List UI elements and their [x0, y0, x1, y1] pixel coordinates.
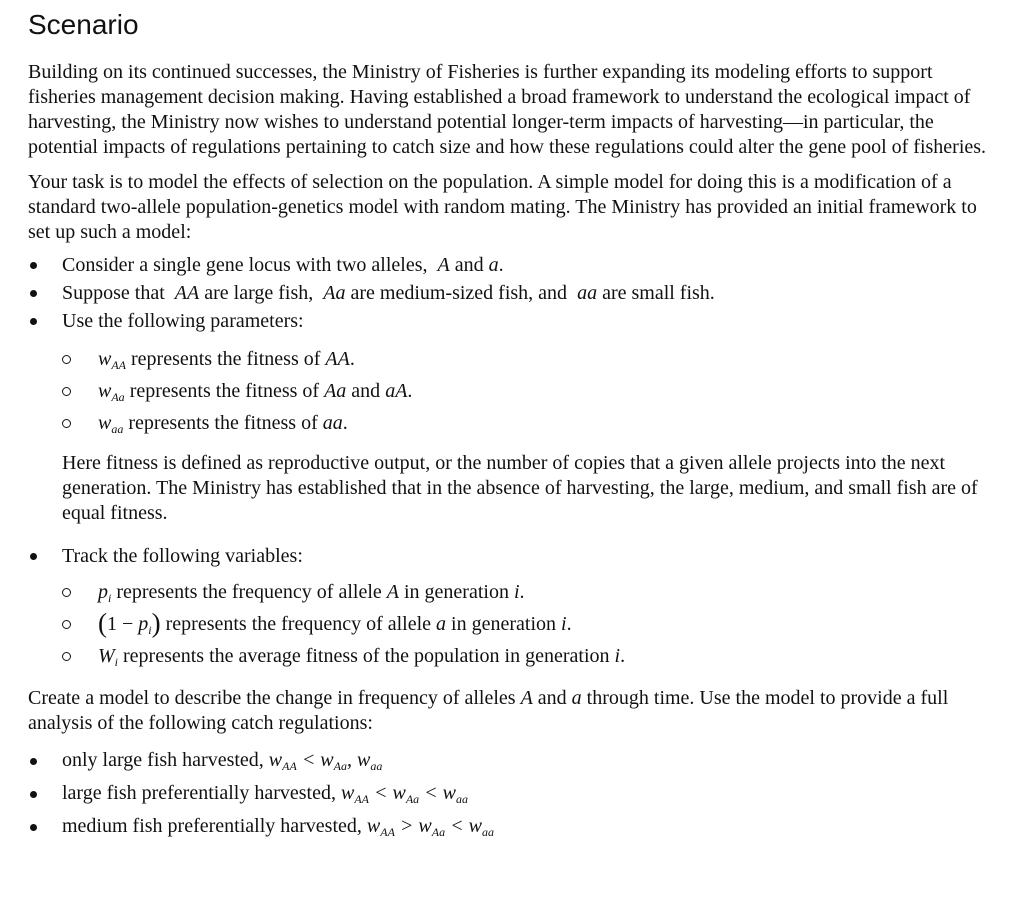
- var-q: $(1 - p_i)$ represents the frequency of allele a in generation i.: [62, 608, 1003, 640]
- framework-item-parameters: [28, 307, 1003, 526]
- document-page: [28, 0, 1003, 843]
- framework-item-alleles: Consider a single gene locus with two alleles, A and a.: [28, 251, 1003, 279]
- bullet-icon: [30, 553, 37, 560]
- alleles-text: Consider a single gene locus with two alleles,: [62, 254, 428, 276]
- intro-paragraph: Building on its continued successes, the Ministry of Fisheries is further expanding its modeling efforts to support fisheries management decision making. Having established a broad framework to understand the ecological impact of harvesting, the Ministry now wishes to understand potential longer-term impacts of harvesting—in particular, the potential impacts of regulations pertaining to catch size and how these regulations could alter the gene pool of fisheries.: [28, 61, 987, 158]
- sizes-text: Suppose that: [62, 282, 165, 304]
- var-W: $W_i$ represents the average fitness of the population in generation i.: [62, 640, 1003, 672]
- regulation-item: only large fish harvested, $w_{AA} < w_{Aa}$, $w_{aa}$: [28, 744, 1003, 777]
- model-paragraph: Create a model to describe the change in frequency of alleles A and a through time. Use the model to provide a full analysis of the following catch regulations:: [28, 687, 949, 734]
- bullet-icon: [30, 262, 37, 269]
- sub-bullet-icon: [62, 620, 71, 629]
- fitness-note: Here fitness is defined as reproductive output, or the number of copies that a given allele projects into the next generation. The Ministry has established that in the absence of harvesting, the large, medium, and small fish are of equal fitness.: [62, 452, 978, 524]
- bullet-icon: [30, 290, 37, 297]
- param-fitness-AA: $w_{AA}$ represents the fitness of AA.: [62, 343, 1003, 375]
- bullet-icon: [30, 318, 37, 325]
- parameters-text: Use the following parameters:: [62, 310, 304, 332]
- param-fitness-Aa: $w_{Aa}$ represents the fitness of Aa and aA.: [62, 375, 1003, 407]
- sub-bullet-icon: [62, 419, 71, 428]
- param-fitness-aa: $w_{aa}$ represents the fitness of aa.: [62, 407, 1003, 439]
- task-paragraph: Your task is to model the effects of selection on the population. A simple model for doing this is a modification of a standard two-allele population-genetics model with random mating. The Ministry has provided an initial framework to set up such a model:: [28, 171, 977, 243]
- regulation-item: medium fish preferentially harvested, $w_{AA} > w_{Aa} < w_{aa}$: [28, 810, 1003, 843]
- parameter-list: [62, 343, 1003, 439]
- bullet-icon: [30, 758, 37, 765]
- framework-item-sizes: Suppose that AA are large fish, Aa are medium-sized fish, and aa are small fish.: [28, 279, 1003, 307]
- sub-bullet-icon: [62, 387, 71, 396]
- alleles-and: and: [454, 254, 484, 276]
- framework-list: [28, 251, 1003, 672]
- sizes-large: are large fish,: [204, 282, 314, 304]
- framework-item-variables: [28, 542, 1003, 672]
- sizes-medium: are medium-sized fish, and: [350, 282, 568, 304]
- variables-text: Track the following variables:: [62, 545, 303, 567]
- regulation-item: large fish preferentially harvested, $w_{AA} < w_{Aa} < w_{aa}$: [28, 777, 1003, 810]
- sub-bullet-icon: [62, 652, 71, 661]
- bullet-icon: [30, 791, 37, 798]
- variable-list: [62, 576, 1003, 672]
- sub-bullet-icon: [62, 355, 71, 364]
- sub-bullet-icon: [62, 588, 71, 597]
- page-title: Scenario: [28, 9, 139, 40]
- regulation-list: [28, 744, 1003, 843]
- sizes-small: are small fish.: [602, 282, 715, 304]
- bullet-icon: [30, 824, 37, 831]
- var-p: $p_i$ represents the frequency of allele A in generation i.: [62, 576, 1003, 608]
